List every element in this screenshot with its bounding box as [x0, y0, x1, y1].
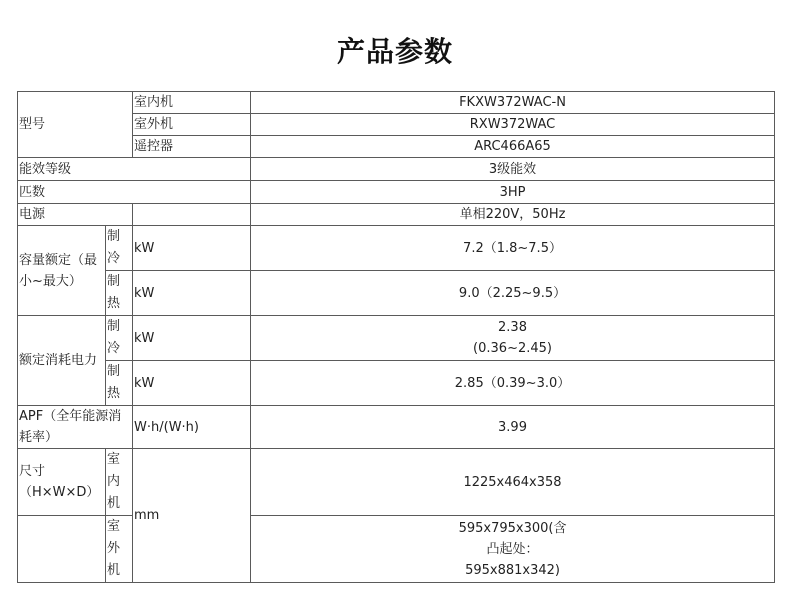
- table-row: [18, 181, 775, 204]
- table-row: [18, 92, 775, 114]
- horsepower-label: 匹数: [18, 181, 251, 204]
- table-row: [18, 316, 775, 361]
- table-row: [18, 406, 775, 449]
- capacity-cooling-value: 7.2（1.8~7.5）: [251, 226, 775, 271]
- rated-power-heating-value: 2.85（0.39~3.0）: [251, 361, 775, 406]
- table-row: [18, 449, 775, 516]
- rated-power-cooling-value-line2: (0.36~2.45): [473, 341, 552, 356]
- dimensions-outdoor-value: [251, 516, 775, 583]
- dimensions-indoor-value: 1225x464x358: [251, 449, 775, 516]
- capacity-label: 容量额定（最小~最大）: [18, 226, 106, 316]
- page-title: 产品参数: [336, 35, 453, 68]
- model-remote-label: 遥控器: [133, 136, 251, 158]
- capacity-cooling-unit: kW: [133, 226, 251, 271]
- spec-table: [17, 91, 775, 583]
- table-row: [18, 271, 775, 316]
- rated-power-label: 额定消耗电力: [18, 316, 106, 406]
- dimensions-unit: mm: [133, 449, 251, 583]
- apf-value: 3.99: [251, 406, 775, 449]
- apf-label: APF（全年能源消耗率）: [18, 406, 133, 449]
- model-outdoor-label: 室外机: [133, 114, 251, 136]
- table-row: [18, 361, 775, 406]
- apf-unit: W·h/(W·h): [133, 406, 251, 449]
- dimensions-empty-cell: [18, 516, 106, 583]
- capacity-heating-mode: 制热: [106, 271, 133, 316]
- table-row: [18, 516, 775, 583]
- efficiency-label: 能效等级: [18, 158, 251, 181]
- dimensions-indoor-part: 室内机: [106, 449, 133, 516]
- rated-power-cooling-mode: 制冷: [106, 316, 133, 361]
- table-row: [18, 226, 775, 271]
- capacity-cooling-mode: 制冷: [106, 226, 133, 271]
- capacity-heating-value: 9.0（2.25~9.5）: [251, 271, 775, 316]
- rated-power-heating-unit: kW: [133, 361, 251, 406]
- model-indoor-label: 室内机: [133, 92, 251, 114]
- rated-power-cooling-unit: kW: [133, 316, 251, 361]
- model-label: 型号: [18, 92, 133, 158]
- table-row: [18, 158, 775, 181]
- rated-power-cooling-value: [251, 316, 775, 361]
- power-supply-label: 电源: [18, 204, 133, 226]
- efficiency-value: 3级能效: [251, 158, 775, 181]
- rated-power-heating-mode: 制热: [106, 361, 133, 406]
- dimensions-outdoor-part: 室外机: [106, 516, 133, 583]
- power-supply-empty-cell: [133, 204, 251, 226]
- horsepower-value: 3HP: [251, 181, 775, 204]
- model-remote-value: ARC466A65: [251, 136, 775, 158]
- power-supply-value: 单相220V，50Hz: [251, 204, 775, 226]
- dimensions-outdoor-value-line2: 凸起处：: [486, 541, 539, 557]
- rated-power-cooling-value-line1: 2.38: [498, 320, 527, 335]
- dimensions-outdoor-value-line1: 595x795x300(含: [458, 520, 567, 536]
- capacity-heating-unit: kW: [133, 271, 251, 316]
- dimensions-outdoor-value-line3: 595x881x342): [465, 562, 560, 578]
- table-row: [18, 204, 775, 226]
- dimensions-label: 尺寸（H×W×D）: [18, 449, 106, 516]
- model-indoor-value: FKXW372WAC-N: [251, 92, 775, 114]
- model-outdoor-value: RXW372WAC: [251, 114, 775, 136]
